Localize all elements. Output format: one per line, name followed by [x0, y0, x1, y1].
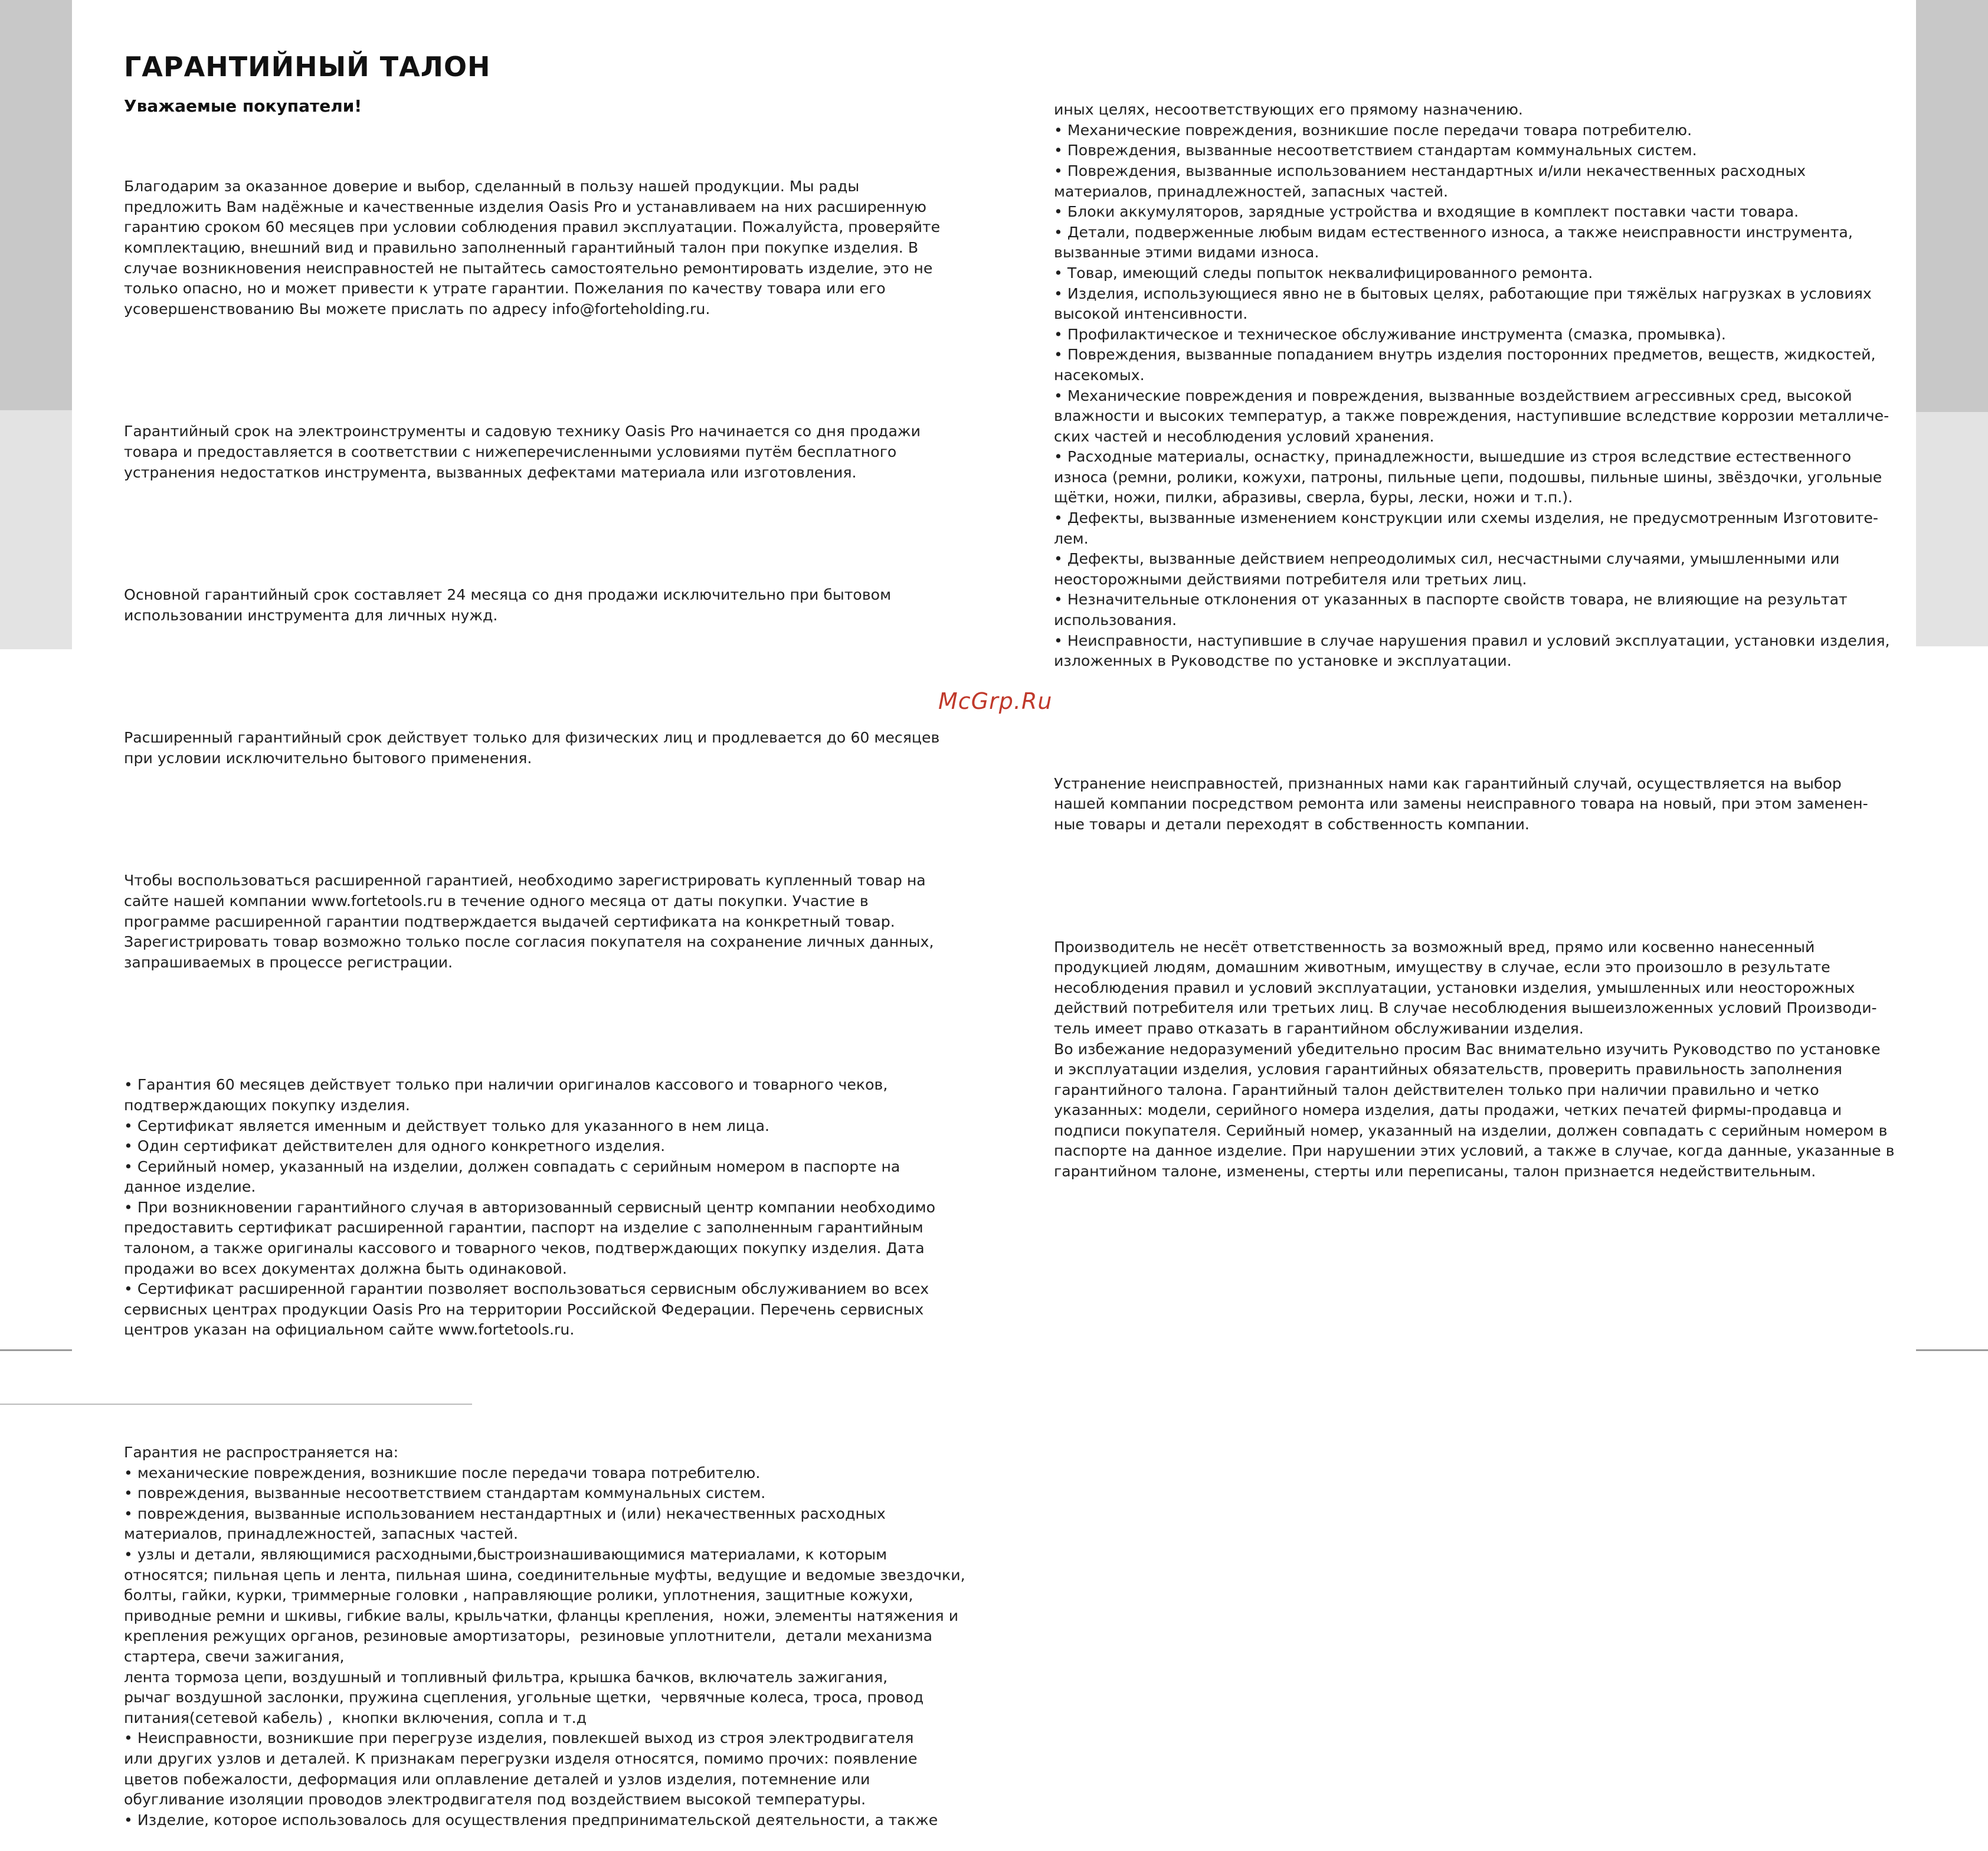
certificate-conditions-list: • Гарантия 60 месяцев действует только при наличии оригиналов кассового и товарного чеков, подтверждающих покупку изделия. • Сертификат является именным и действует только для указанного в нем лица. • Один сертификат действителен для одного конкретного изделия. • Серийный номер, указанный на изделии, должен совпадать с серийным номером в паспорте на данное изделие. • При возникновении гарантийного случая в авторизованный сервисный центр компании необходимо предоставить сертификат расширенной гарантии, паспорт на изделие с заполненным гарантийным талоном, а также оригиналы кассового и товарного чеков, подтверждающих покупку изделия. Дата продажи во всех документах должна быть одинаковой. • Сертификат расширенной гарантии позволяет воспользоваться сервисным обслуживанием во всех сервисных центрах продукции Oasis Pro на территории Российской Федерации. Перечень сервисных центров указан на официальном сайте www.fortetools.ru.	[124, 1076, 936, 1339]
registration-paragraph: Чтобы воспользоваться расширенной гарантией, необходимо зарегистрировать купленный товар на сайте нашей компании www.fortetools.ru в течение одного месяца от даты покупки. Участие в программе расширенной гарантии подтверждается выдачей сертификата на конкретный товар. Зарегистрировать товар возможно только после согласия покупателя на сохранение личных данных, запрашиваемых в процессе регистрации.	[124, 872, 934, 971]
right-bottom-rule	[1916, 1349, 1988, 1351]
left-column	[124, 136, 965, 1851]
intro-paragraph: Благодарим за оказанное доверие и выбор, сделанный в пользу нашей продукции. Мы рады предложить Вам надёжные и качественные изделия Oasis Pro и устанавливаем на них расширенную гарантию сроком 60 месяцев при условии соблюдения правил эксплуатации. Пожалуйста, проверяйте комплектацию, внешний вид и правильно заполненный гарантийный талон при покупке изделия. В случае возникновения неисправностей не пытайтесь самостоятельно ремонтировать изделие, это не только опасно, но и может привести к утрате гарантии. Пожелания по качеству товара или его усовершенствованию Вы можете прислать по адресу info@forteholding.ru.	[124, 178, 941, 318]
basic-term-paragraph: Основной гарантийный срок составляет 24 месяца со дня продажи исключительно при бытовом использовании инструмента для личных нужд.	[124, 586, 892, 624]
warranty-start-paragraph: Гарантийный срок на электроинструменты и садовую технику Oasis Pro начинается со дня продажи товара и предоставляется в соответствии с нижеперечисленными условиями путём бесплатного устранения недостатков инструмента, вызванных дефектами материала или изготовления.	[124, 423, 921, 481]
left-bottom-rule	[0, 1349, 72, 1351]
left-band-bottom	[0, 410, 72, 649]
left-band-top	[0, 0, 72, 410]
page-title: ГАРАНТИЙНЫЙ ТАЛОН	[124, 51, 491, 83]
right-band-bottom	[1916, 412, 1988, 646]
extended-term-paragraph: Расширенный гарантийный срок действует только для физических лиц и продлевается до 60 месяцев при условии исключительно бытового применения.	[124, 729, 940, 767]
exclusions-list-continued: иных целях, несоответствующих его прямому назначению. • Механические повреждения, возникшие после передачи товара потребителю. • Повреждения, вызванные несоответствием стандартам коммунальных систем. • Повреждения, вызванные использованием нестандартных и/или некачественных расходных материалов, принадлежностей, запасных частей. • Блоки аккумуляторов, зарядные устройства и входящие в комплект поставки части товара. • Детали, подверженные любым видам естественного износа, а также неисправности инструмента, вызванные этими видами износа. • Товар, имеющий следы попыток неквалифицированного ремонта. • Изделия, использующиеся явно не в бытовых целях, работающие при тяжёлых нагрузках в условиях высокой интенсивности. • Профилактическое и техническое обслуживание инструмента (смазка, промывка). • Повреждения, вызванные попаданием внутрь изделия посторонних предметов, веществ, жидкостей, насекомых. • Механические повреждения и повреждения, вызванные воздействием агрессивных сред, высокой влажности и высоких температур, а также повреждения, наступившие вследствие коррозии металличе- ских частей и несоблюдения условий хранения. • Расходные материалы, оснастку, принадлежности, вышедшие из строя вследствие естественного износа (ремни, ролики, кожухи, патроны, пильные цепи, подошвы, пильные шины, звёздочки, угольные щётки, ножи, пилки, абразивы, сверла, буры, лески, ножи и т.п.). • Дефекты, вызванные изменением конструкции или схемы изделия, не предусмотренным Изготовите- лем. • Дефекты, вызванные действием непреодолимых сил, несчастными случаями, умышленными или неосторожными действиями потребителя или третьих лиц. • Незначительные отклонения от указанных в паспорте свойств товара, не влияющие на результат использования. • Неисправности, наступившие в случае нарушения правил и условий эксплуатации, установки изделия, изложенных в Руководстве по установке и эксплуатации.	[1054, 101, 1890, 670]
watermark: McGrp.Ru	[938, 688, 1053, 714]
repair-paragraph: Устранение неисправностей, признанных нами как гарантийный случай, осуществляется на выбор нашей компании посредством ремонта или замены неисправного товара на новый, при этом заменен- ные товары и детали переходят в собственность компании.	[1054, 774, 1868, 833]
right-column	[1054, 59, 1894, 1202]
greeting: Уважаемые покупатели!	[124, 96, 362, 116]
right-band-top	[1916, 0, 1988, 412]
liability-paragraph: Производитель не несёт ответственность за возможный вред, прямо или косвенно нанесенный продукцией людям, домашним животным, имуществу в случае, если это произошло в результате несоблюдения правил и условий эксплуатации, установки изделия, умышленных или неосторожных действий потребителя или третьих лиц. В случае несоблюдения вышеизложенных условий Производи- тель имеет право отказать в гарантийном обслуживании изделия. Во избежание недоразумений убедительно просим Вас внимательно изучить Руководство по установке и эксплуатации изделия, условия гарантийных обязательств, проверить правильность заполнения гарантийного талона. Гарантийный талон действителен только при наличии правильно и четко указанных: модели, серийного номера изделия, даты продажи, четких печатей фирмы-продавца и подписи покупателя. Серийный номер, указанный на изделии, должен совпадать с серийным номером в паспорте на данное изделие. При нарушении этих условий, а также в случае, когда данные, указанные в гарантийном талоне, изменены, стерты или переписаны, талон признается недействительным.	[1054, 938, 1895, 1180]
exclusions-list: Гарантия не распространяется на: • механические повреждения, возникшие после передачи товара потребителю. • повреждения, вызванные несоответствием стандартам коммунальных систем. • повреждения, вызванные использованием нестандартных и (или) некачественных расходных материалов, принадлежностей, запасных частей. • узлы и детали, являющимися расходными,быстроизнашивающимися материалами, к которым относятся; пильная цепь и лента, пильная шина, соединительные муфты, ведущие и ведомые звездочки, болты, гайки, курки, триммерные головки , направляющие ролики, уплотнения, защитные кожухи, приводные ремни и шкивы, гибкие валы, крыльчатки, фланцы крепления, ножи, элементы натяжения и крепления режущих органов, резиновые амортизаторы, резиновые уплотнители, детали механизма стартера, свечи зажигания, лента тормоза цепи, воздушный и топливный фильтра, крышка бачков, включатель зажигания, рычаг воздушной заслонки, пружина сцепления, угольные щетки, червячные колеса, троса, провод питания(сетевой кабель) , кнопки включения, сопла и т.д • Неисправности, возникшие при перегрузе изделия, повлекшей выход из строя электродвигателя или других узлов и деталей. К признакам перегрузки изделя относятся, помимо прочих: появление цветов побежалости, деформация или оплавление деталей и узлов изделия, потемнение или обугливание изоляции проводов электродвигателя под воздействием высокой температуры. • Изделие, которое использовалось для осуществления предпринимательской деятельности, а также	[124, 1444, 965, 1829]
